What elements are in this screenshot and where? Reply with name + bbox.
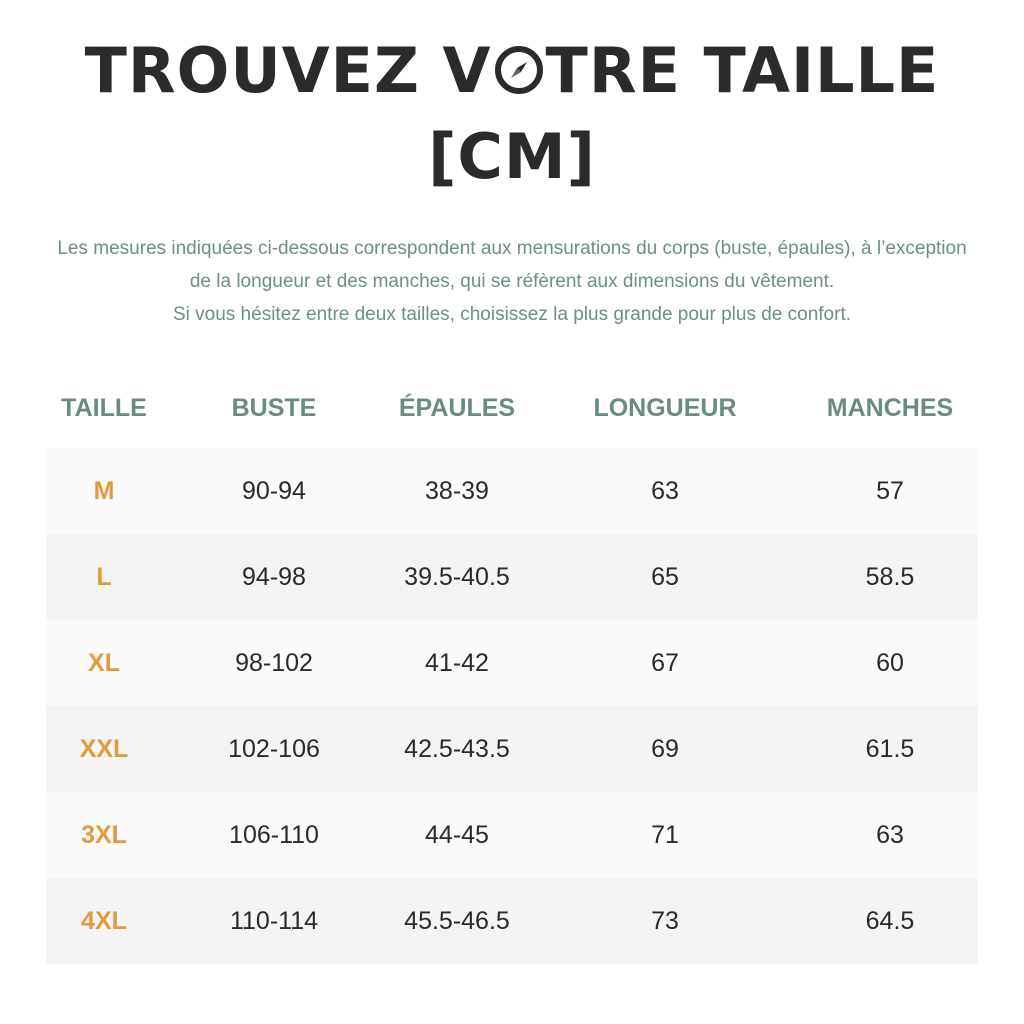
header-longueur: LONGUEUR <box>593 393 737 422</box>
epaules-value: 44-45 <box>425 820 489 849</box>
buste-value: 106-110 <box>229 820 319 849</box>
epaules-value: 41-42 <box>425 648 489 677</box>
title-text-part1: TROUVEZ V <box>84 34 492 107</box>
manches-value: 58.5 <box>865 562 915 591</box>
page-title-unit: [CM] <box>428 120 596 193</box>
intro-text <box>0 232 1024 331</box>
size-label: XXL <box>79 734 129 763</box>
manches-value: 60 <box>876 648 904 677</box>
buste-value: 110-114 <box>229 906 319 935</box>
table-header-row <box>46 368 978 448</box>
title-text-part2: TRE TAILLE <box>545 34 940 107</box>
epaules-value: 42.5-43.5 <box>404 734 510 763</box>
longueur-value: 69 <box>651 734 679 763</box>
epaules-value: 39.5-40.5 <box>404 562 510 591</box>
longueur-value: 67 <box>651 648 679 677</box>
size-table <box>46 368 978 964</box>
buste-value: 90-94 <box>242 476 306 505</box>
buste-value: 98-102 <box>235 648 313 677</box>
epaules-value: 45.5-46.5 <box>404 906 510 935</box>
longueur-value: 63 <box>651 476 679 505</box>
table-row <box>46 534 978 620</box>
page-title <box>0 34 1024 107</box>
header-epaules: ÉPAULES <box>398 393 516 422</box>
table-row <box>46 706 978 792</box>
header-manches: MANCHES <box>826 393 954 422</box>
size-label: L <box>96 562 112 591</box>
size-label: 3XL <box>81 820 127 849</box>
buste-value: 94-98 <box>242 562 306 591</box>
table-row <box>46 792 978 878</box>
intro-line-1: Les mesures indiquées ci-dessous correspondent aux mensurations du corps (buste, épaules), à l’exception <box>57 238 967 259</box>
header-taille: TAILLE <box>61 393 147 422</box>
buste-value: 102-106 <box>228 734 320 763</box>
table-row <box>46 878 978 964</box>
longueur-value: 73 <box>651 906 679 935</box>
manches-value: 61.5 <box>865 734 915 763</box>
size-label: XL <box>88 648 120 677</box>
longueur-value: 65 <box>651 562 679 591</box>
size-label: M <box>93 476 115 505</box>
compass-icon <box>494 43 544 93</box>
size-label: 4XL <box>81 906 127 935</box>
manches-value: 64.5 <box>865 906 915 935</box>
intro-line-3: Si vous hésitez entre deux tailles, choisissez la plus grande pour plus de confort. <box>172 304 852 325</box>
longueur-value: 71 <box>651 820 679 849</box>
table-row <box>46 620 978 706</box>
epaules-value: 38-39 <box>425 476 489 505</box>
manches-value: 63 <box>876 820 904 849</box>
manches-value: 57 <box>876 476 904 505</box>
intro-line-2: de la longueur et des manches, qui se réfèrent aux dimensions du vêtement. <box>189 271 835 292</box>
header-buste: BUSTE <box>231 393 317 422</box>
table-row <box>46 448 978 534</box>
